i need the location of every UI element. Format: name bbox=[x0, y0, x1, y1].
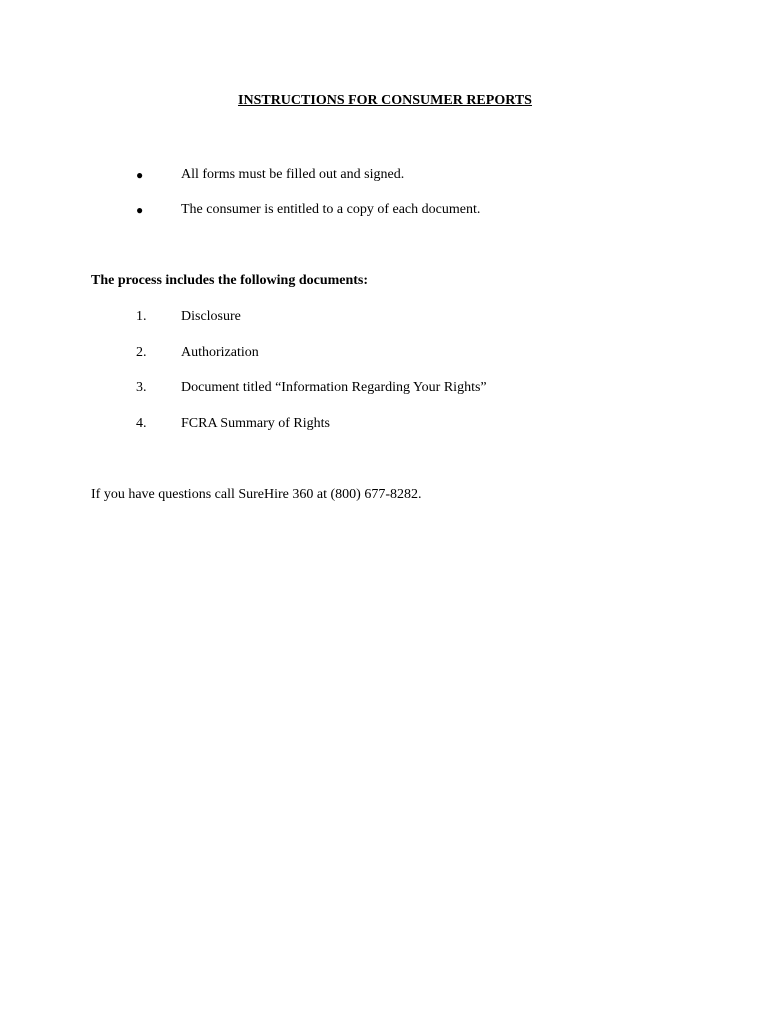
contact-note: If you have questions call SureHire 360 at (800) 677-8282. bbox=[91, 487, 422, 502]
item-text: Document titled “Information Regarding Your Rights” bbox=[181, 380, 487, 395]
document-title: INSTRUCTIONS FOR CONSUMER REPORTS bbox=[238, 93, 532, 108]
section-heading: The process includes the following documents: bbox=[91, 273, 369, 288]
item-text: FCRA Summary of Rights bbox=[181, 416, 330, 431]
item-text: Disclosure bbox=[181, 309, 241, 324]
item-number: 1. bbox=[136, 309, 147, 324]
item-text: Authorization bbox=[181, 345, 259, 360]
item-number: 4. bbox=[136, 416, 147, 431]
bullet-text: All forms must be filled out and signed. bbox=[181, 167, 405, 182]
bullet-icon: ● bbox=[136, 203, 144, 217]
bullet-icon: ● bbox=[136, 168, 144, 182]
item-number: 3. bbox=[136, 380, 147, 395]
bullet-text: The consumer is entitled to a copy of each document. bbox=[181, 202, 481, 217]
item-number: 2. bbox=[136, 345, 147, 360]
